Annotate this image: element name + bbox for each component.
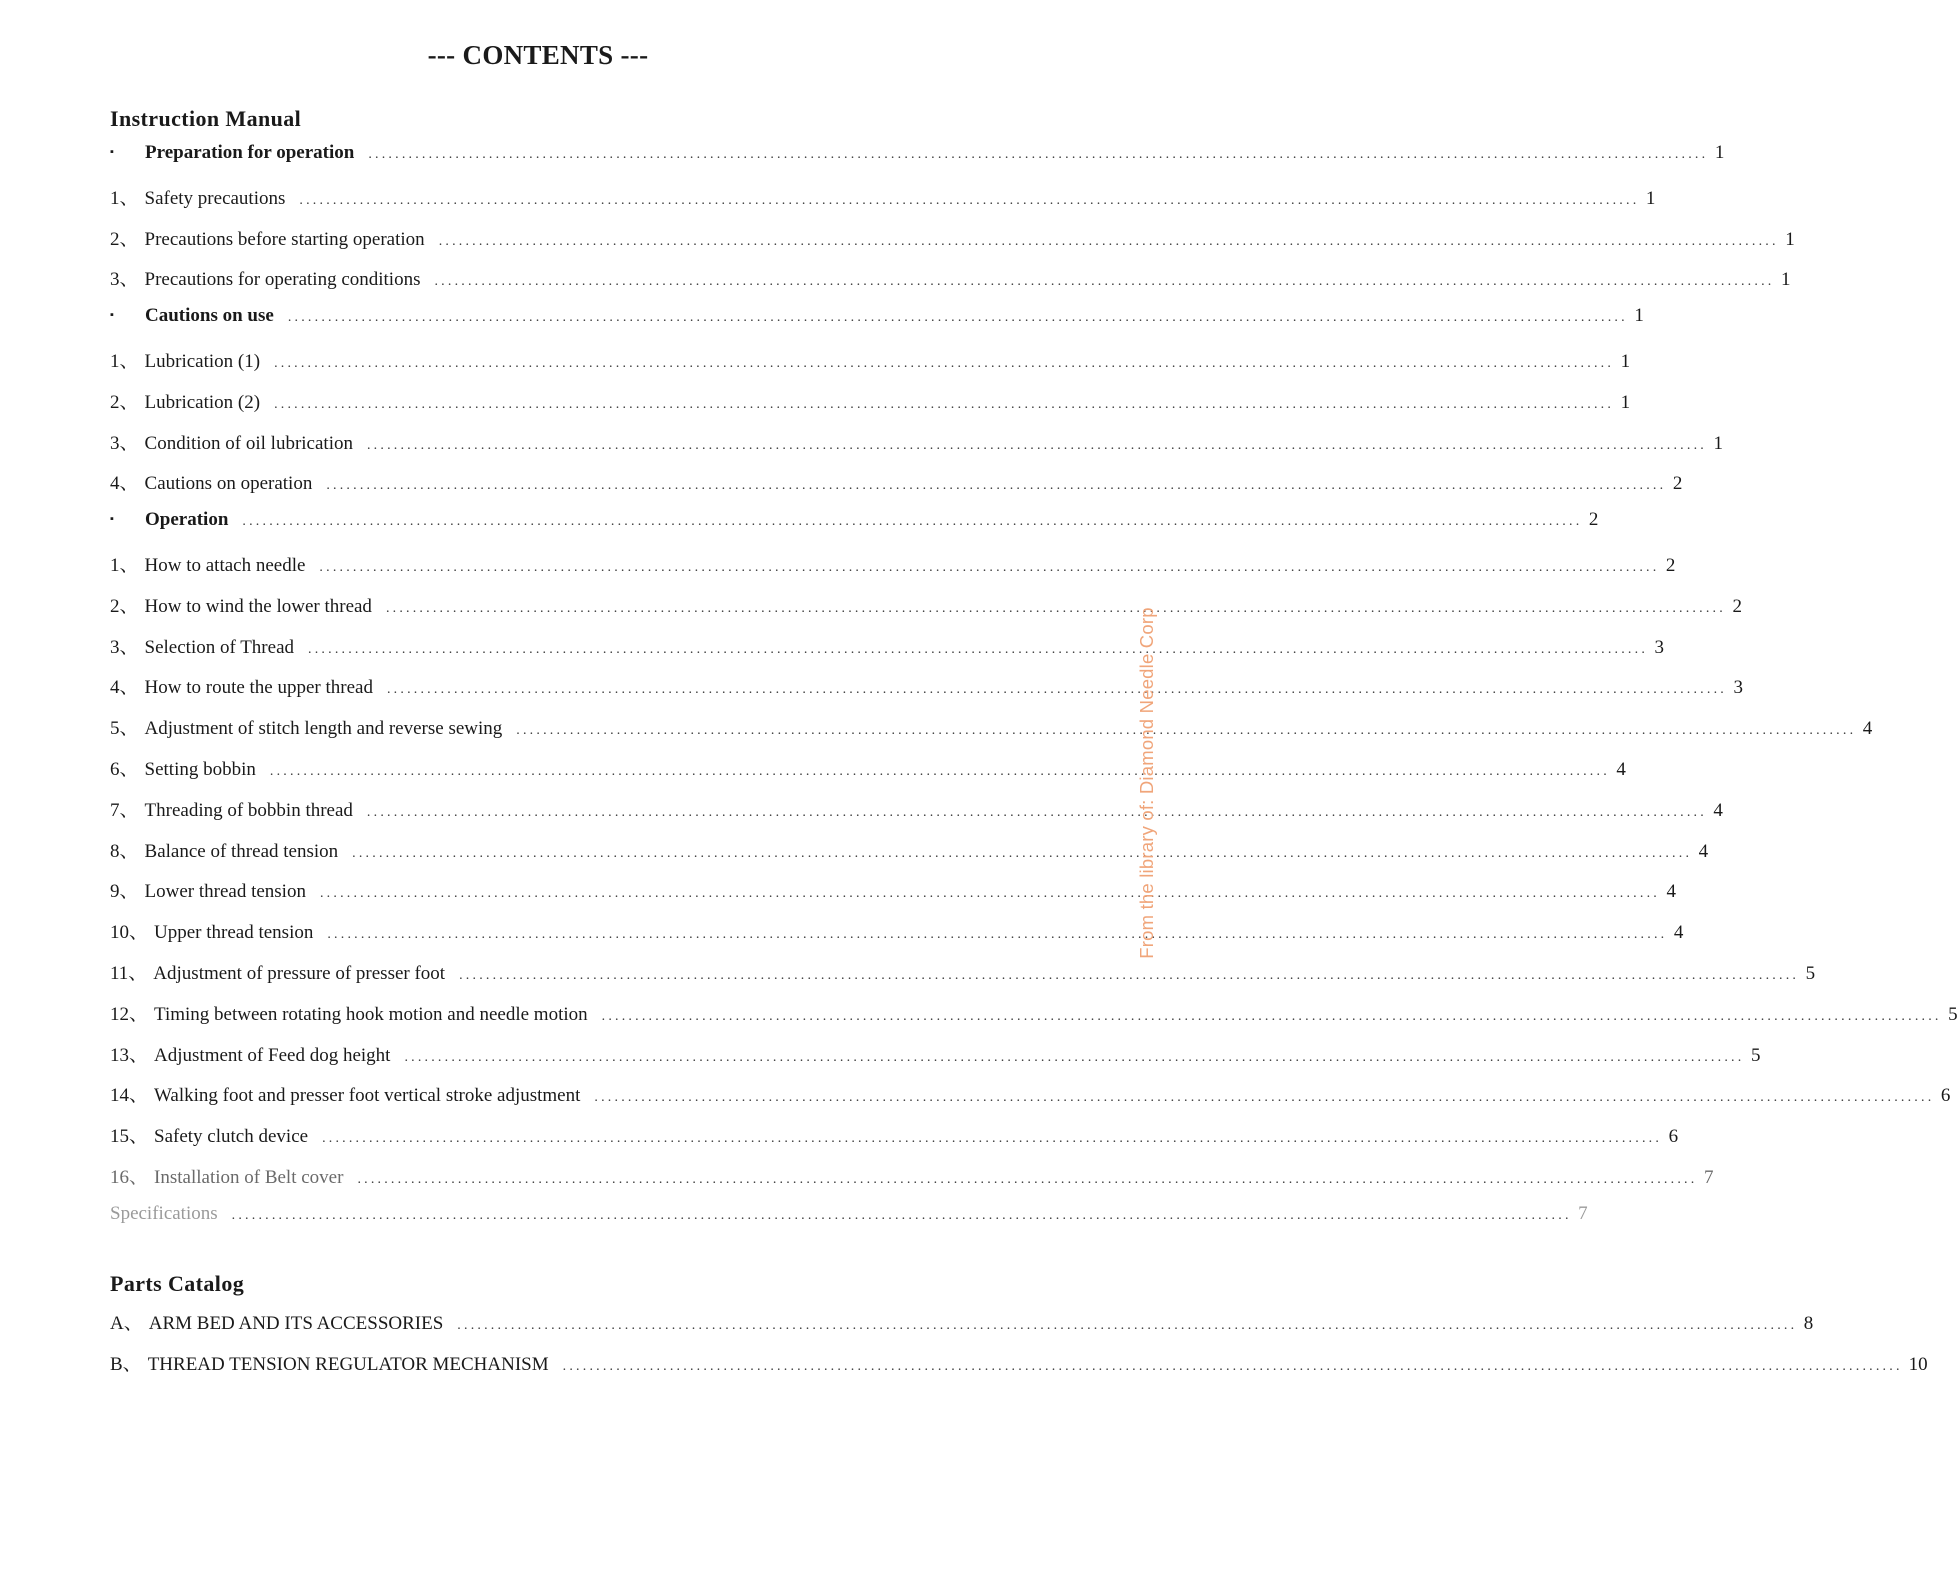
toc-entry-row	[110, 1349, 1928, 1390]
dot-leader: ........................................................................................................................................................................................................	[274, 396, 1615, 412]
toc-entry-row	[110, 999, 1958, 1040]
toc-entry-label: Cautions on use	[145, 305, 274, 327]
toc-entry-row	[110, 428, 1723, 469]
bullet-icon: ▪	[110, 309, 114, 322]
toc-entry-row	[110, 183, 1656, 224]
toc-page-number: 1	[1785, 228, 1795, 250]
toc-entry-number: 3、	[110, 636, 139, 658]
toc-page-number: 3	[1654, 636, 1665, 658]
toc-entry-label: Selection of Thread	[144, 636, 295, 658]
dot-leader: ........................................................................................................................................................................................................	[438, 233, 1779, 249]
toc-entry-label: Precautions before starting operation	[144, 228, 425, 250]
toc-entry-number: 15、	[110, 1126, 149, 1148]
toc-page-number: 1	[1634, 305, 1644, 327]
dot-leader: ........................................................................................................................................................................................................	[327, 927, 1668, 943]
toc-page-number: 4	[1616, 758, 1626, 780]
toc-entry-number: 3、	[110, 432, 139, 454]
toc-entry-label: Lubrication (2)	[144, 391, 261, 413]
toc-section-row	[110, 509, 1599, 550]
library-watermark: From the library of: Diamond Needle Corp	[1136, 607, 1157, 959]
toc-entry-row	[110, 917, 1684, 958]
toc-page-number: 3	[1733, 677, 1743, 699]
toc-page-number: 1	[1780, 269, 1791, 291]
toc-entry-label: How to wind the lower thread	[144, 595, 372, 617]
toc-entry-number: 11、	[110, 962, 148, 984]
toc-entry-row	[110, 387, 1631, 428]
toc-entry-label: Specifications	[110, 1202, 218, 1224]
toc-entry-row	[110, 224, 1795, 265]
toc-entry-row	[110, 264, 1791, 305]
dot-leader: ........................................................................................................................................................................................................	[287, 310, 1628, 326]
toc-page-number: 5	[1750, 1044, 1761, 1066]
parts-catalog-heading: Parts Catalog	[110, 1271, 245, 1296]
dot-leader: ........................................................................................................................................................................................................	[459, 967, 1800, 983]
dot-leader: ........................................................................................................................................................................................................	[562, 1358, 1903, 1374]
toc-page-number: 4	[1713, 799, 1723, 821]
toc-entry-label: Balance of thread tension	[144, 840, 339, 862]
dot-leader: ........................................................................................................................................................................................................	[366, 437, 1707, 453]
toc-page-number: 4	[1666, 881, 1676, 903]
toc-entry-label: Safety precautions	[144, 187, 286, 209]
toc-entry-row	[110, 713, 1873, 754]
dot-leader: ........................................................................................................................................................................................................	[594, 1090, 1935, 1106]
toc-entry-row	[110, 876, 1676, 917]
dot-leader: ........................................................................................................................................................................................................	[601, 1008, 1942, 1024]
toc-entry-row	[110, 754, 1626, 795]
toc-entry-number: 1、	[110, 554, 139, 576]
toc-entry-label: Timing between rotating hook motion and needle motion	[154, 1003, 588, 1025]
toc-page-number: 6	[1940, 1085, 1951, 1107]
toc-entry-label: Condition of oil lubrication	[144, 432, 353, 454]
toc-entry-row	[110, 1080, 1951, 1121]
dot-leader: ........................................................................................................................................................................................................	[269, 763, 1610, 779]
bullet-icon: ▪	[110, 146, 114, 158]
toc-page-number: 2	[1665, 554, 1676, 576]
toc-entry-number: 5、	[110, 718, 139, 740]
dot-leader: ........................................................................................................................................................................................................	[368, 147, 1709, 162]
dot-leader: ........................................................................................................................................................................................................	[299, 192, 1640, 208]
dot-leader: ........................................................................................................................................................................................................	[322, 1131, 1663, 1147]
dot-leader: ........................................................................................................................................................................................................	[319, 559, 1660, 575]
toc-entry-row	[110, 1121, 1679, 1162]
dot-leader: ........................................................................................................................................................................................................	[231, 1207, 1572, 1223]
dot-leader: ........................................................................................................................................................................................................	[352, 845, 1693, 861]
toc-page-number: 1	[1714, 142, 1725, 163]
toc-entry-number: 8、	[110, 840, 139, 862]
toc-entry-number: 7、	[110, 799, 139, 821]
toc-entry-label: Adjustment of pressure of presser foot	[153, 962, 446, 984]
toc-entry-label: Adjustment of Feed dog height	[154, 1044, 391, 1066]
toc-page-number: 4	[1698, 840, 1709, 862]
toc-entry-row	[110, 1040, 1761, 1081]
toc-entry-label: Lower thread tension	[144, 881, 306, 903]
toc-entry-number: B、	[110, 1353, 142, 1375]
toc-entry-number: 16、	[110, 1166, 149, 1188]
toc-entry-number: 14、	[110, 1085, 149, 1107]
toc-entry-number: 13、	[110, 1044, 149, 1066]
toc-page-number: 5	[1805, 962, 1816, 984]
dot-leader: ........................................................................................................................................................................................................	[242, 514, 1583, 530]
toc-page-number: 1	[1620, 391, 1631, 413]
toc-entry-label: ARM BED AND ITS ACCESSORIES	[148, 1313, 444, 1334]
toc-page-number: 4	[1862, 718, 1873, 740]
toc-entry-label: Walking foot and presser foot vertical stroke adjustment	[154, 1085, 581, 1107]
toc-entry-number: 4、	[110, 677, 139, 699]
toc-page-number: 8	[1803, 1313, 1814, 1334]
toc-entry-row	[110, 1308, 1814, 1349]
toc-entry-number: 1、	[110, 187, 139, 209]
toc-entry-label: Installation of Belt cover	[154, 1166, 344, 1188]
toc-page-number: 2	[1588, 509, 1599, 531]
toc-section-row	[110, 142, 1725, 183]
toc-entry-row	[110, 1162, 1714, 1203]
toc-page-number: 1	[1713, 432, 1723, 454]
toc-entry-row	[110, 550, 1676, 591]
toc-entry-label: THREAD TENSION REGULATOR MECHANISM	[147, 1353, 549, 1375]
toc-entry-number: 2、	[110, 228, 139, 250]
toc-entry-number: 2、	[110, 391, 139, 413]
toc-entry-label: Safety clutch device	[154, 1126, 309, 1148]
toc-entry-label: Preparation for operation	[145, 142, 355, 163]
toc-entry-label: How to route the upper thread	[144, 677, 373, 699]
toc-entry-row	[110, 591, 1742, 632]
dot-leader: ........................................................................................................................................................................................................	[326, 478, 1667, 494]
toc-entry-number: 9、	[110, 881, 139, 903]
dot-leader: ........................................................................................................................................................................................................	[516, 723, 1857, 739]
dot-leader: ........................................................................................................................................................................................................	[274, 355, 1615, 371]
toc-entry-label: Upper thread tension	[154, 922, 314, 944]
dot-leader: ........................................................................................................................................................................................................	[357, 1171, 1698, 1187]
toc-entry-row	[110, 795, 1723, 836]
toc-entry-row	[110, 346, 1631, 387]
toc-entry-row	[110, 836, 1709, 877]
toc-entry-row	[110, 468, 1683, 509]
toc-page-number: 7	[1578, 1202, 1588, 1224]
toc-entry-number: 10、	[110, 922, 149, 944]
toc-page-number: 4	[1673, 922, 1684, 944]
toc-entry-row	[110, 672, 1743, 713]
toc-entry-label: Threading of bobbin thread	[144, 799, 353, 821]
toc-entry-label: Operation	[145, 509, 229, 531]
toc-entry-row	[110, 958, 1816, 999]
toc-entry-label: Setting bobbin	[144, 758, 256, 780]
toc-page-number: 1	[1645, 187, 1656, 209]
dot-leader: ........................................................................................................................................................................................................	[386, 682, 1727, 698]
toc-entry-number: A、	[110, 1313, 143, 1334]
toc-entry-label: Precautions for operating conditions	[144, 269, 421, 291]
toc-entry-number: 12、	[110, 1003, 149, 1025]
toc-entry-label: How to attach needle	[144, 554, 306, 576]
toc-entry-label: Cautions on operation	[144, 473, 313, 495]
instruction-manual-heading: Instruction Manual	[110, 106, 302, 131]
dot-leader: ........................................................................................................................................................................................................	[319, 886, 1660, 902]
toc-entry-row	[110, 1202, 1588, 1244]
toc-entry-number: 3、	[110, 269, 139, 291]
dot-leader: ........................................................................................................................................................................................................	[366, 804, 1707, 820]
toc-page-number: 10	[1908, 1353, 1928, 1375]
toc-page-number: 6	[1668, 1126, 1679, 1148]
dot-leader: ........................................................................................................................................................................................................	[404, 1049, 1745, 1065]
toc-entry-row	[110, 632, 1665, 673]
toc-page-number: 2	[1732, 595, 1742, 617]
page-title: --- CONTENTS ---	[427, 40, 649, 70]
toc-entry-number: 4、	[110, 473, 139, 495]
dot-leader: ........................................................................................................................................................................................................	[457, 1318, 1798, 1333]
toc-entry-number: 6、	[110, 758, 139, 780]
toc-page-number: 1	[1620, 350, 1631, 372]
toc-entry-number: 1、	[110, 350, 139, 372]
dot-leader: ........................................................................................................................................................................................................	[308, 641, 1649, 657]
bullet-icon: ▪	[110, 513, 114, 526]
toc-page-number: 5	[1948, 1003, 1958, 1025]
toc-page-number: 2	[1672, 473, 1683, 495]
toc-entry-label: Adjustment of stitch length and reverse sewing	[144, 718, 503, 740]
dot-leader: ........................................................................................................................................................................................................	[385, 600, 1726, 616]
parts-catalog-toc	[110, 1308, 1928, 1390]
toc-entry-number: 2、	[110, 595, 139, 617]
toc-page-number: 7	[1703, 1166, 1714, 1188]
dot-leader: ........................................................................................................................................................................................................	[434, 274, 1775, 290]
toc-section-row	[110, 305, 1644, 346]
toc-entry-label: Lubrication (1)	[144, 350, 261, 372]
